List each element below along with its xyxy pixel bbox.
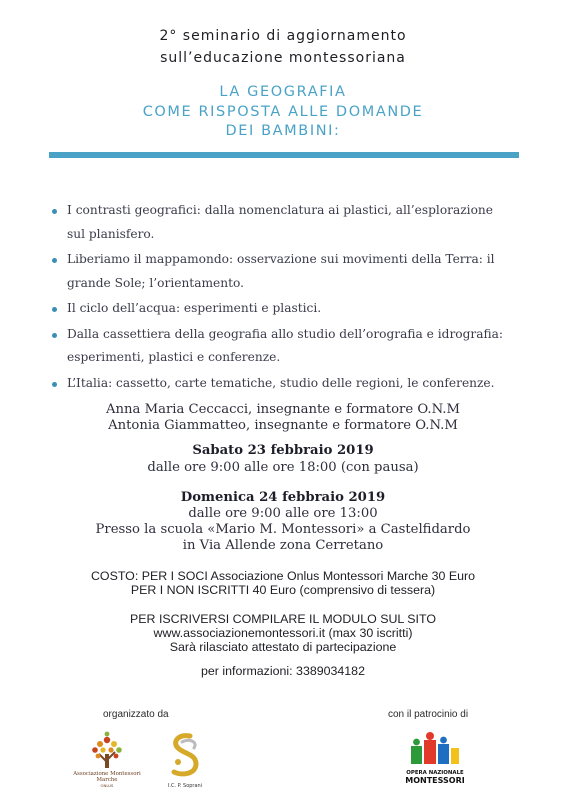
list-item: Il ciclo dell’acqua: esperimenti e plastici. [52, 297, 512, 321]
topic-title-line1: LA GEOGRAFIA [219, 84, 347, 100]
contact-info: per informazioni: 3389034182 [201, 664, 365, 678]
trainer-1: Anna Maria Ceccacci, insegnante e formatore O.N.M [106, 402, 460, 417]
list-item: I contrasti geografici: dalla nomenclatura ai plastici, all’esplorazione sul planisfero. [52, 199, 512, 246]
school-emblem-icon [160, 728, 210, 792]
certificate-note: Sarà rilasciato attestato di partecipazione [169, 640, 397, 654]
bullet-icon [52, 382, 57, 387]
bullet-icon [52, 258, 57, 263]
saturday-hours: dalle ore 9:00 alle ore 18:00 (con pausa) [147, 460, 419, 475]
bullet-icon [52, 333, 57, 338]
svg-text:MONTESSORI: MONTESSORI [405, 776, 465, 785]
svg-text:Marche: Marche [96, 777, 118, 783]
svg-text:OPERA NAZIONALE: OPERA NAZIONALE [406, 770, 464, 776]
sunday-date: Domenica 24 febbraio 2019 [180, 490, 386, 505]
opera-nazionale-montessori-logo [400, 730, 470, 786]
bullet-icon [52, 209, 57, 214]
trainer-2: Antonia Giammatteo, insegnante e formatore O.N.M [108, 418, 458, 433]
address: in Via Allende zona Cerretano [182, 538, 384, 553]
tree-icon [62, 726, 152, 790]
divider-bar [49, 152, 519, 158]
seminar-title-line2: sull’educazione montessoriana [160, 50, 406, 66]
cost-non-members: PER I NON ISCRITTI 40 Euro (comprensivo di tessera) [130, 583, 436, 597]
list-item: Liberiamo il mappamondo: osservazione sui movimenti della Terra: il grande Sole; l’orientamento. [52, 248, 512, 295]
seminar-title-line1: 2° seminario di aggiornamento [159, 28, 407, 44]
onm-emblem-icon [400, 730, 470, 786]
topics-list [52, 199, 512, 397]
cost-members: COSTO: PER I SOCI Associazione Onlus Montessori Marche 30 Euro [90, 569, 476, 583]
venue: Presso la scuola «Mario M. Montessori» a Castelfidardo [95, 522, 471, 537]
saturday-date: Sabato 23 febbraio 2019 [192, 443, 374, 458]
registration-instruction: PER ISCRIVERSI COMPILARE IL MODULO SUL SITO [130, 612, 436, 626]
svg-text:Associazione Montessori: Associazione Montessori [73, 771, 141, 777]
svg-text:I.C. P. Soprani: I.C. P. Soprani [167, 783, 203, 789]
organized-by-label: organizzato da [103, 709, 169, 720]
topic-title-line3: DEI BAMBINI: [225, 123, 341, 139]
bullet-icon [52, 307, 57, 312]
registration-website: www.associazionemontessori.it (max 30 iscritti) [153, 626, 413, 640]
ic-soprani-logo [160, 728, 210, 792]
patronage-label: con il patrocinio di [388, 709, 469, 720]
associazione-montessori-logo [62, 726, 152, 790]
topic-title-line2: COME RISPOSTA ALLE DOMANDE [142, 104, 424, 120]
svg-text:ONLUS: ONLUS [100, 783, 114, 788]
list-item: Dalla cassettiera della geografia allo studio dell’orografia e idrografia: esperimenti, plastici e conferenze. [52, 323, 512, 370]
sunday-hours: dalle ore 9:00 alle ore 13:00 [188, 506, 378, 521]
list-item: L’Italia: cassetto, carte tematiche, studio delle regioni, le conferenze. [52, 372, 512, 396]
